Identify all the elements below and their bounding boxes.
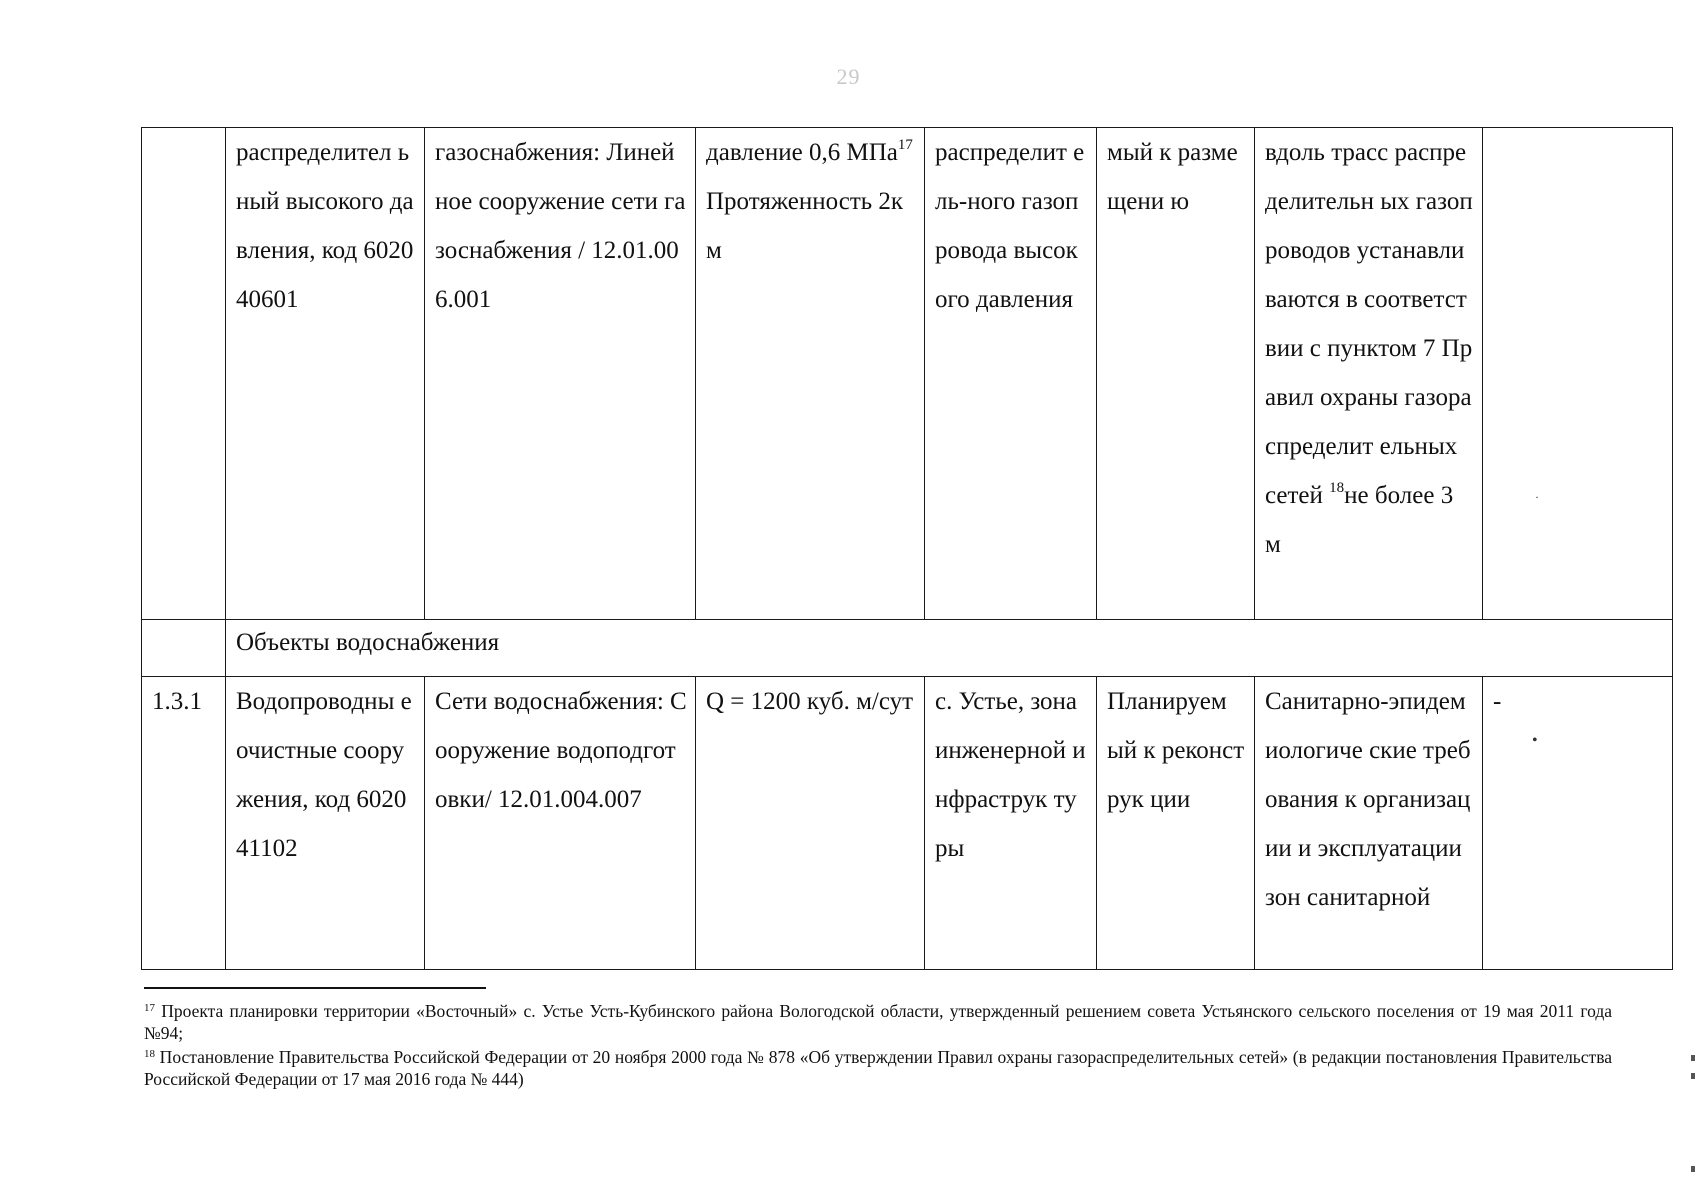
footnote-17 bbox=[144, 1000, 1612, 1044]
footnote-separator bbox=[144, 987, 486, 989]
cell-object-name: распределител ьный высокого давления, код 602040601 bbox=[226, 128, 425, 620]
footnote-ref-18: 18 bbox=[1329, 480, 1345, 496]
scan-speck: · bbox=[1535, 490, 1539, 504]
scan-speck: • bbox=[1532, 732, 1538, 749]
footnote-number: 18 bbox=[144, 1048, 155, 1060]
cell-object-location: распределит ель-ного газопровода высокого давления bbox=[925, 128, 1097, 620]
cell-object-location: с. Устье, зона инженерной инфраструк туры bbox=[925, 677, 1097, 970]
cell-object-purpose: газоснабжения: Линейное сооружение сети газоснабжения / 12.01.006.001 bbox=[425, 128, 696, 620]
planned-objects-table bbox=[141, 127, 1673, 970]
table-row-water-treatment bbox=[142, 677, 1673, 970]
cell-object-purpose: Сети водоснабжения: Сооружение водоподготовки/ 12.01.004.007 bbox=[425, 677, 696, 970]
cell-extra bbox=[1483, 128, 1673, 620]
cell-object-name: Водопроводны е очистные сооружения, код 602041102 bbox=[226, 677, 425, 970]
cell-extra: - bbox=[1483, 677, 1673, 970]
cell-object-status: мый к размещени ю bbox=[1097, 128, 1255, 620]
margin-mark bbox=[1691, 1073, 1695, 1079]
footnote-ref-17: 17 bbox=[897, 137, 913, 153]
table-row-gas-pipeline bbox=[142, 128, 1673, 620]
parameters-text-length: Протяженность 2км bbox=[706, 139, 920, 264]
cell-object-status: Планируем ый к реконструк ции bbox=[1097, 677, 1255, 970]
section-title: Объекты водоснабжения bbox=[226, 620, 1673, 677]
zone-text: вдоль трасс распределительн ых газопроводов устанавливаются в соответствии с пунктом 7 Правил охраны газораспределит ельных сетей bbox=[1265, 139, 1473, 509]
margin-mark bbox=[1691, 1166, 1695, 1172]
footnote-number: 17 bbox=[144, 1002, 155, 1014]
cell-zone-characteristics: Санитарно-эпидемиологиче ские требования к организации и эксплуатации зон санитарной bbox=[1255, 677, 1483, 970]
footnote-text: Проекта планировки территории «Восточный» с. Устье Усть-Кубинского района Вологодской области, утвержденный решением совета Устьянского сельского поселения от 19 мая 2011 года №94; bbox=[144, 1001, 1612, 1043]
cell-number bbox=[142, 128, 226, 620]
cell-number: 1.3.1 bbox=[142, 677, 226, 970]
footnote-18 bbox=[144, 1046, 1612, 1090]
page-number: 29 bbox=[836, 64, 861, 89]
zone-text-limit: не более 3 м bbox=[1265, 482, 1460, 558]
cell-zone-characteristics bbox=[1255, 128, 1483, 620]
parameters-text: давление 0,6 МПа bbox=[706, 139, 898, 166]
cell-number bbox=[142, 620, 226, 677]
cell-object-parameters bbox=[696, 128, 925, 620]
margin-mark bbox=[1691, 1055, 1695, 1061]
table-row-section-water-supply bbox=[142, 620, 1673, 677]
footnote-text: Постановление Правительства Российской Федерации от 20 ноября 2000 года № 878 «Об утверждении Правил охраны газораспределительных сетей» (в редакции постановления Правительства Российской Федерации от 17 мая 2016 года № 444) bbox=[144, 1047, 1612, 1089]
cell-object-parameters: Q = 1200 куб. м/сут bbox=[696, 677, 925, 970]
footnotes bbox=[144, 1000, 1612, 1092]
